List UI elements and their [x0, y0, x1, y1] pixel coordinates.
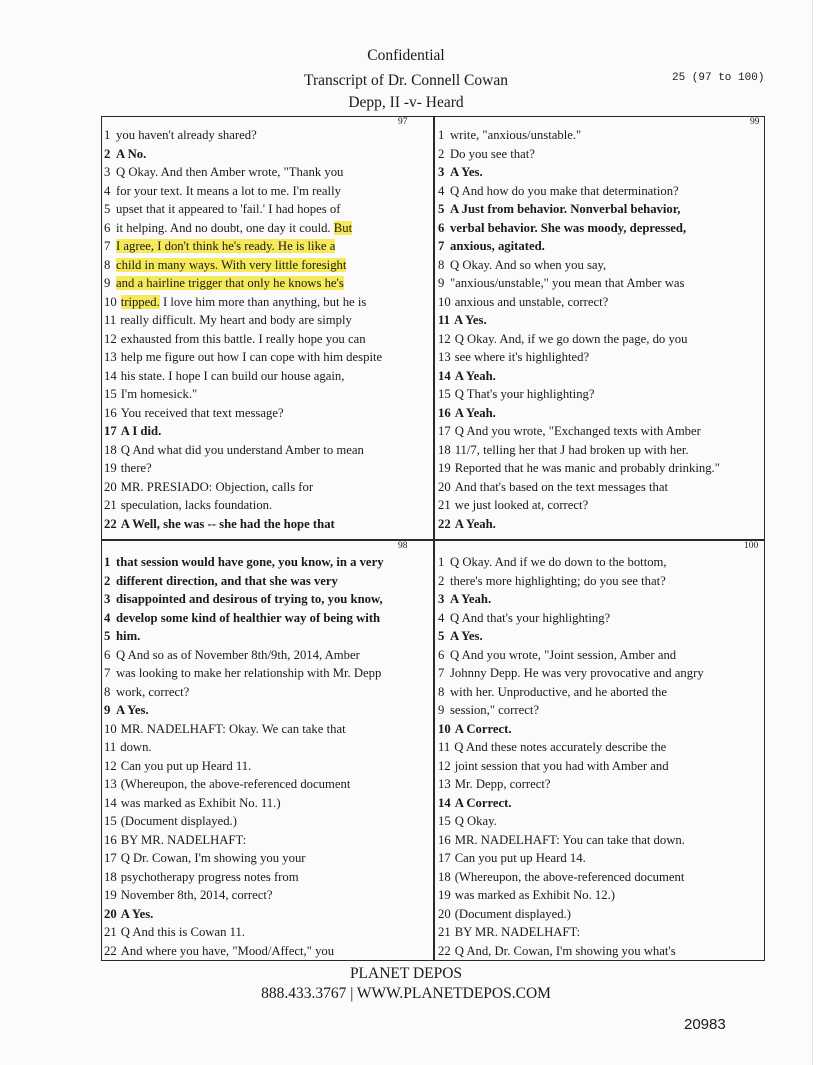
transcript-line — [438, 219, 763, 238]
line-text: psychotherapy progress notes from — [120, 869, 299, 884]
transcript-line — [438, 923, 763, 942]
line-text: him. — [116, 629, 141, 643]
line-text: for your text. It means a lot to me. I'm really — [116, 183, 341, 198]
line-text: Q And what did you understand Amber to mean — [120, 442, 364, 457]
line-text: Reported that he was manic and probably drinking." — [454, 461, 720, 475]
line-text: A Just from behavior. Nonverbal behavior, — [450, 202, 681, 216]
line-number: 15 — [438, 387, 451, 401]
line-number: 12 — [438, 758, 451, 773]
line-text: Q And that's your highlighting? — [450, 610, 611, 625]
transcript-line — [438, 478, 763, 497]
line-number: 11 — [104, 313, 117, 327]
transcript-line — [104, 812, 430, 831]
line-text: Q And you wrote, "Joint session, Amber and — [450, 647, 677, 662]
transcript-line — [438, 515, 763, 534]
line-number: 2 — [104, 146, 111, 161]
line-text: was looking to make her relationship with Mr. Depp — [116, 666, 382, 680]
line-text: Do you see that? — [450, 146, 535, 161]
transcript-line — [104, 422, 430, 441]
row-divider — [101, 539, 765, 541]
transcript-line — [104, 849, 430, 868]
transcript-line — [104, 330, 430, 349]
line-number: 22 — [104, 516, 117, 531]
transcript-line — [438, 812, 763, 831]
line-text: A Yeah. — [450, 592, 492, 606]
transcript-line — [438, 794, 763, 813]
transcript-line — [438, 385, 763, 404]
line-number: 10 — [438, 294, 451, 309]
transcript-line — [104, 348, 430, 367]
line-number: 15 — [438, 814, 451, 828]
transcript-line — [104, 515, 430, 534]
line-number: 22 — [104, 943, 117, 958]
line-number: 9 — [438, 276, 445, 290]
transcript-line — [438, 200, 763, 219]
transcript-line — [438, 367, 763, 386]
line-number: 13 — [104, 350, 117, 364]
transcript-line — [438, 775, 763, 794]
line-number: 20 — [104, 479, 117, 494]
transcript-line — [104, 311, 430, 330]
line-text: different direction, and that she was very — [116, 573, 338, 588]
line-text: Johnny Depp. He was very provocative and angry — [450, 666, 704, 680]
transcript-line — [438, 757, 763, 776]
line-text: And that's based on the text messages that — [454, 479, 669, 494]
line-text: Q Dr. Cowan, I'm showing you your — [120, 851, 306, 865]
line-number: 20 — [438, 479, 451, 494]
line-text: speculation, lacks foundation. — [120, 498, 273, 512]
page-number-97: 97 — [398, 117, 408, 127]
line-text: I'm homesick." — [120, 387, 198, 401]
line-number: 3 — [438, 165, 445, 179]
transcript-line — [104, 609, 430, 628]
line-number: 21 — [438, 498, 451, 512]
line-number: 12 — [438, 331, 451, 346]
line-text: see where it's highlighted? — [454, 350, 590, 364]
line-text: verbal behavior. She was moody, depressed, — [450, 220, 687, 235]
line-text: 11/7, telling her that J had broken up with her. — [454, 442, 689, 457]
line-text: was marked as Exhibit No. 12.) — [454, 888, 616, 902]
line-text: (Whereupon, the above-referenced document — [454, 869, 685, 884]
transcript-line — [438, 942, 763, 961]
line-text: that session would have gone, you know, in a very — [116, 555, 384, 569]
transcript-line — [104, 646, 430, 665]
line-text: we just looked at, correct? — [454, 498, 589, 512]
line-text: Q That's your highlighting? — [454, 387, 595, 401]
transcript-line — [438, 646, 763, 665]
line-number: 9 — [104, 276, 111, 290]
line-number: 6 — [104, 647, 111, 662]
line-number: 3 — [104, 592, 111, 606]
transcript-line — [104, 905, 430, 924]
line-text: exhausted from this battle. I really hope you can — [120, 331, 366, 346]
transcript-line — [104, 831, 430, 850]
transcript-line — [104, 553, 430, 572]
line-text: down. — [120, 740, 152, 754]
line-text: November 8th, 2014, correct? — [120, 888, 273, 902]
line-text: MR. PRESIADO: Objection, calls for — [120, 479, 314, 494]
line-number: 20 — [438, 906, 451, 921]
transcript-line — [104, 126, 430, 145]
line-text: A Yeah. — [454, 516, 496, 531]
line-text: A Yeah. — [454, 368, 496, 383]
line-number: 19 — [438, 888, 451, 902]
line-text: Q And this is Cowan 11. — [120, 925, 245, 939]
case-caption: Depp, II -v- Heard — [348, 94, 464, 111]
line-text: help me figure out how I can cope with him despite — [120, 350, 383, 364]
page-number-98: 98 — [398, 541, 408, 551]
transcript-line — [104, 293, 430, 312]
transcript-line — [104, 274, 430, 293]
line-text: Q And these notes accurately describe the — [454, 740, 667, 754]
line-number: 16 — [438, 832, 451, 847]
transcript-line — [104, 256, 430, 275]
line-text: BY MR. NADELHAFT: — [120, 832, 247, 847]
line-text: upset that it appeared to 'fail.' I had hopes of — [116, 202, 341, 216]
line-number: 10 — [438, 721, 451, 736]
transcript-line — [438, 886, 763, 905]
line-number: 2 — [438, 573, 445, 588]
line-number: 22 — [438, 516, 451, 531]
line-number: 13 — [438, 777, 451, 791]
line-text: A Yes. — [454, 313, 487, 327]
transcript-line — [438, 664, 763, 683]
line-text: Q And, Dr. Cowan, I'm showing you what's — [454, 943, 676, 958]
line-number: 8 — [104, 257, 111, 272]
line-text: A Yes. — [450, 165, 483, 179]
line-text: A Correct. — [454, 721, 512, 736]
line-number: 4 — [104, 610, 111, 625]
line-text: Mr. Depp, correct? — [454, 777, 551, 791]
line-number: 14 — [438, 795, 451, 810]
line-number: 17 — [438, 851, 451, 865]
line-text: A Yes. — [450, 629, 483, 643]
transcript-line — [438, 311, 763, 330]
line-text: was marked as Exhibit No. 11.) — [120, 795, 281, 810]
line-number: 4 — [104, 183, 111, 198]
line-text: I love him more than anything, but he is — [159, 294, 367, 309]
page-number-99: 99 — [750, 117, 760, 127]
line-text: (Whereupon, the above-referenced document — [120, 777, 351, 791]
transcript-line — [104, 775, 430, 794]
line-number: 9 — [104, 703, 111, 717]
line-number: 16 — [104, 832, 117, 847]
line-text: Can you put up Heard 11. — [120, 758, 252, 773]
line-text: Q And how do you make that determination? — [450, 183, 679, 198]
line-number: 5 — [438, 629, 445, 643]
highlighted-text: But — [333, 220, 353, 235]
line-number: 5 — [104, 629, 111, 643]
line-number: 19 — [104, 888, 117, 902]
line-text: Q Okay. And then Amber wrote, "Thank you — [116, 165, 344, 179]
line-number: 18 — [104, 869, 117, 884]
line-number: 12 — [104, 758, 117, 773]
line-number: 13 — [438, 350, 451, 364]
page-number-100: 100 — [744, 541, 759, 551]
line-text: anxious and unstable, correct? — [454, 294, 609, 309]
line-number: 17 — [104, 851, 117, 865]
transcript-line — [438, 237, 763, 256]
line-text: A Yeah. — [454, 405, 496, 420]
line-number: 5 — [104, 202, 111, 216]
line-number: 8 — [438, 257, 445, 272]
line-number: 11 — [438, 313, 450, 327]
line-number: 19 — [104, 461, 117, 475]
line-number: 10 — [104, 721, 117, 736]
transcript-line — [104, 219, 430, 238]
line-number: 8 — [104, 684, 111, 699]
line-number: 8 — [438, 684, 445, 699]
transcript-page-100 — [438, 553, 763, 960]
transcript-line — [438, 293, 763, 312]
line-number: 7 — [104, 239, 111, 253]
transcript-line — [438, 831, 763, 850]
transcript-line — [104, 237, 430, 256]
line-text: you haven't already shared? — [116, 128, 257, 142]
transcript-line — [438, 256, 763, 275]
line-number: 17 — [438, 424, 451, 438]
line-number: 16 — [438, 405, 451, 420]
transcript-line — [438, 459, 763, 478]
line-number: 16 — [104, 405, 117, 420]
transcript-line — [104, 478, 430, 497]
transcript-line — [438, 163, 763, 182]
line-number: 18 — [438, 869, 451, 884]
line-number: 20 — [104, 906, 117, 921]
transcript-line — [104, 441, 430, 460]
transcript-line — [438, 849, 763, 868]
line-text: You received that text message? — [120, 405, 284, 420]
transcript-line — [104, 590, 430, 609]
transcript-line — [104, 794, 430, 813]
footer-contact: 888.433.3767 | WWW.PLANETDEPOS.COM — [261, 985, 551, 1002]
line-text: MR. NADELHAFT: You can take that down. — [454, 832, 685, 847]
line-number: 3 — [438, 592, 445, 606]
confidential-label: Confidential — [367, 47, 445, 64]
transcript-line — [438, 683, 763, 702]
transcript-line — [438, 441, 763, 460]
line-text: anxious, agitated. — [450, 239, 545, 253]
transcript-page-97 — [104, 126, 430, 533]
line-number: 5 — [438, 202, 445, 216]
line-text: MR. NADELHAFT: Okay. We can take that — [120, 721, 346, 736]
line-number: 12 — [104, 331, 117, 346]
page-range: 25 (97 to 100) — [672, 72, 765, 84]
highlighted-text: and a hairline trigger that only he knows he's — [116, 276, 344, 290]
highlighted-text: child in many ways. With very little foresight — [116, 257, 347, 272]
line-number: 7 — [438, 239, 445, 253]
transcript-title: Transcript of Dr. Connell Cowan — [304, 72, 508, 89]
line-text: A Well, she was -- she had the hope that — [120, 516, 335, 531]
line-number: 7 — [104, 666, 111, 680]
transcript-line — [104, 182, 430, 201]
line-number: 18 — [104, 442, 117, 457]
line-text: A Yes. — [120, 906, 154, 921]
line-text: work, correct? — [116, 684, 190, 699]
line-text: Q Okay. — [454, 814, 497, 828]
transcript-page-99 — [438, 126, 763, 533]
line-text: Q Okay. And, if we go down the page, do you — [454, 331, 688, 346]
line-text: And where you have, "Mood/Affect," you — [120, 943, 335, 958]
transcript-line — [104, 757, 430, 776]
line-text: BY MR. NADELHAFT: — [454, 925, 581, 939]
transcript-line — [104, 720, 430, 739]
line-text: A No. — [116, 146, 147, 161]
footer-company: PLANET DEPOS — [349, 965, 463, 982]
transcript-line — [438, 609, 763, 628]
transcript-line — [438, 572, 763, 591]
bates-number: 20983 — [684, 1016, 726, 1033]
line-text: (Document displayed.) — [120, 814, 237, 828]
line-number: 1 — [104, 128, 111, 142]
transcript-line — [104, 496, 430, 515]
line-number: 3 — [104, 165, 111, 179]
line-number: 6 — [438, 647, 445, 662]
transcript-line — [438, 274, 763, 293]
line-number: 11 — [104, 740, 117, 754]
line-number: 2 — [104, 573, 111, 588]
transcript-line — [104, 627, 430, 646]
transcript-line — [104, 385, 430, 404]
transcript-line — [438, 422, 763, 441]
transcript-line — [104, 886, 430, 905]
line-text: (Document displayed.) — [454, 906, 571, 921]
line-number: 22 — [438, 943, 451, 958]
transcript-line — [104, 459, 430, 478]
transcript-line — [104, 572, 430, 591]
line-number: 11 — [438, 740, 451, 754]
transcript-line — [104, 683, 430, 702]
transcript-line — [438, 868, 763, 887]
line-text: A Correct. — [454, 795, 512, 810]
line-text: Q And you wrote, "Exchanged texts with Amber — [454, 424, 701, 438]
line-text: A I did. — [120, 424, 162, 438]
transcript-line — [438, 496, 763, 515]
line-text: there's more highlighting; do you see that? — [450, 573, 666, 588]
transcript-line — [104, 942, 430, 961]
line-number: 7 — [438, 666, 445, 680]
line-number: 6 — [104, 220, 111, 235]
transcript-line — [104, 701, 430, 720]
transcript-line — [438, 701, 763, 720]
line-number: 14 — [104, 795, 117, 810]
line-number: 4 — [438, 610, 445, 625]
line-number: 13 — [104, 777, 117, 791]
transcript-line — [438, 404, 763, 423]
transcript-line — [438, 330, 763, 349]
transcript-line — [438, 590, 763, 609]
line-text: really difficult. My heart and body are simply — [120, 313, 352, 327]
line-text: Q Okay. And so when you say, — [450, 257, 607, 272]
transcript-line — [104, 200, 430, 219]
line-text: joint session that you had with Amber and — [454, 758, 669, 773]
transcript-line — [104, 738, 430, 757]
line-number: 18 — [438, 442, 451, 457]
line-number: 17 — [104, 424, 117, 438]
line-number: 21 — [104, 498, 117, 512]
transcript-line — [438, 348, 763, 367]
transcript-line — [438, 738, 763, 757]
line-text: Q And so as of November 8th/9th, 2014, Amber — [116, 647, 360, 662]
line-number: 19 — [438, 461, 451, 475]
line-number: 14 — [104, 368, 117, 383]
line-text: Can you put up Heard 14. — [454, 851, 586, 865]
line-text: Q Okay. And if we do down to the bottom, — [450, 555, 667, 569]
transcript-line — [104, 163, 430, 182]
transcript-line — [438, 627, 763, 646]
highlighted-text: I agree, I don't think he's ready. He is like a — [116, 239, 336, 253]
transcript-line — [438, 145, 763, 164]
line-number: 15 — [104, 814, 117, 828]
line-text: develop some kind of healthier way of being with — [116, 610, 381, 625]
transcript-page-98 — [104, 553, 430, 960]
transcript-line — [438, 720, 763, 739]
transcript-line — [104, 404, 430, 423]
line-number: 4 — [438, 183, 445, 198]
line-text: write, "anxious/unstable." — [450, 128, 582, 142]
line-text: there? — [120, 461, 152, 475]
line-number: 21 — [438, 925, 451, 939]
line-text: "anxious/unstable," you mean that Amber was — [450, 276, 685, 290]
line-number: 15 — [104, 387, 117, 401]
line-number: 1 — [438, 128, 445, 142]
transcript-line — [104, 868, 430, 887]
highlighted-text: tripped. — [120, 294, 160, 309]
line-number: 10 — [104, 294, 117, 309]
line-text: session," correct? — [450, 703, 540, 717]
line-text: disappointed and desirous of trying to, you know, — [116, 592, 383, 606]
line-text: with her. Unproductive, and he aborted the — [450, 684, 668, 699]
transcript-line — [438, 905, 763, 924]
line-number: 2 — [438, 146, 445, 161]
transcript-line — [104, 923, 430, 942]
line-text: his state. I hope I can build our house again, — [120, 368, 345, 383]
line-number: 21 — [104, 925, 117, 939]
line-number: 6 — [438, 220, 445, 235]
line-number: 9 — [438, 703, 445, 717]
transcript-line — [438, 553, 763, 572]
transcript-line — [104, 145, 430, 164]
transcript-line — [104, 367, 430, 386]
transcript-line — [438, 182, 763, 201]
transcript-line — [104, 664, 430, 683]
line-number: 1 — [438, 555, 445, 569]
line-text: it helping. And no doubt, one day it could. — [116, 220, 334, 235]
line-number: 14 — [438, 368, 451, 383]
line-number: 1 — [104, 555, 111, 569]
line-text: A Yes. — [116, 703, 149, 717]
transcript-line — [438, 126, 763, 145]
